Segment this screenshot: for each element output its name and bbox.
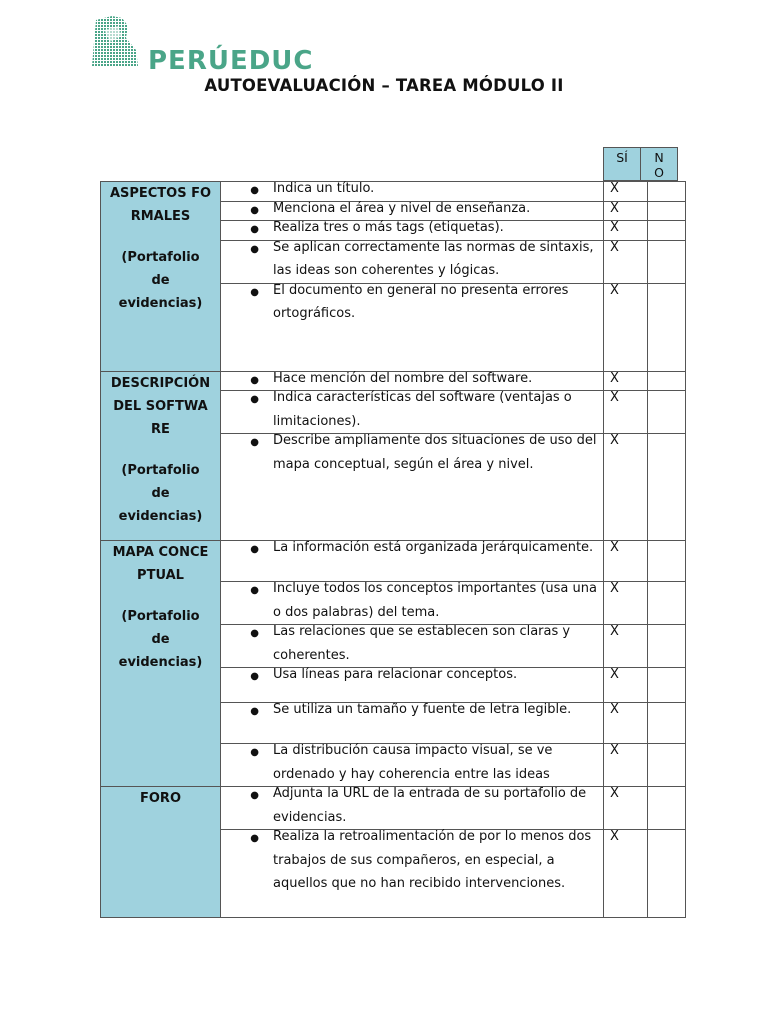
- mark-no[interactable]: [648, 221, 686, 241]
- mark-no[interactable]: [648, 371, 686, 391]
- criterion-text: Usa líneas para relacionar conceptos.: [273, 667, 518, 682]
- criterion-text: Realiza tres o más tags (etiquetas).: [273, 220, 504, 235]
- criterion-text: Las relaciones que se establecen son claras y coherentes.: [273, 624, 571, 663]
- bullet-icon: ●: [250, 706, 259, 717]
- mark-si[interactable]: X: [604, 434, 648, 541]
- bullet-icon: ●: [250, 747, 259, 758]
- mark-si[interactable]: X: [604, 625, 648, 668]
- mark-si[interactable]: X: [604, 668, 648, 703]
- criterion-text: Describe ampliamente dos situaciones de uso del mapa conceptual, según el área y nivel.: [273, 433, 597, 472]
- category-label: DESCRIPCIÓN DEL SOFTWARE: [110, 375, 211, 437]
- column-header-no: N O: [640, 147, 678, 181]
- mark-si[interactable]: X: [604, 283, 648, 371]
- category-sublabel: (Portafolio de evidencias): [118, 250, 203, 311]
- category-sublabel: (Portafolio de evidencias): [118, 462, 203, 524]
- criterion-text: Se utiliza un tamaño y fuente de letra legible.: [273, 702, 572, 717]
- mark-no[interactable]: [648, 744, 686, 787]
- criterion-cell: [221, 541, 604, 582]
- table-row: [101, 787, 686, 830]
- mark-no[interactable]: [648, 541, 686, 582]
- column-header-si: SÍ: [603, 147, 641, 181]
- mark-si[interactable]: X: [604, 787, 648, 830]
- category-label: MAPA CONCEPTUAL: [112, 545, 209, 583]
- criterion-text: Hace mención del nombre del software.: [273, 370, 533, 386]
- criterion-text: El documento en general no presenta errores ortográficos.: [273, 282, 569, 321]
- criterion-text: Indica un título.: [273, 181, 375, 196]
- criterion-text: La información está organizada jerárquicamente.: [273, 540, 594, 555]
- criterion-text: Se aplican correctamente las normas de sintaxis, las ideas son coherentes y lógicas.: [273, 239, 594, 278]
- category-cell: [101, 371, 221, 541]
- criterion-text: Menciona el área y nivel de enseñanza.: [273, 200, 531, 216]
- criterion-cell: [221, 703, 604, 744]
- criterion-cell: [221, 434, 604, 541]
- criterion-text: Adjunta la URL de la entrada de su portafolio de evidencias.: [273, 786, 587, 825]
- logo-text: PERÚEDUC: [148, 46, 314, 76]
- mark-no[interactable]: [648, 201, 686, 221]
- criterion-cell: [221, 787, 604, 830]
- bullet-icon: ●: [250, 790, 259, 801]
- bullet-icon: ●: [250, 243, 259, 255]
- category-sublabel: (Portafolio de evidencias): [118, 609, 203, 670]
- mark-no[interactable]: [648, 582, 686, 625]
- criterion-cell: [221, 283, 604, 371]
- category-cell: [101, 541, 221, 787]
- criterion-cell: [221, 830, 604, 918]
- category-label: ASPECTOS FORMALES: [109, 186, 212, 224]
- mark-si[interactable]: X: [604, 391, 648, 434]
- mark-si[interactable]: X: [604, 830, 648, 918]
- evaluation-table: [100, 181, 686, 918]
- criterion-text: Realiza la retroalimentación de por lo menos dos trabajos de sus compañeros, en especial, a aquellos que no han recibido intervenciones.: [273, 829, 592, 891]
- mark-si[interactable]: X: [604, 201, 648, 221]
- bullet-icon: ●: [250, 628, 259, 639]
- mark-no[interactable]: [648, 703, 686, 744]
- mark-no[interactable]: [648, 182, 686, 202]
- mark-no[interactable]: [648, 625, 686, 668]
- bullet-icon: ●: [250, 204, 259, 216]
- bullet-icon: ●: [250, 286, 259, 298]
- mark-si[interactable]: X: [604, 703, 648, 744]
- criterion-cell: [221, 391, 604, 434]
- criterion-cell: [221, 240, 604, 283]
- bullet-icon: ●: [250, 374, 259, 386]
- criterion-cell: [221, 582, 604, 625]
- bullet-icon: ●: [250, 671, 259, 682]
- bullet-icon: ●: [250, 544, 259, 555]
- mark-si[interactable]: X: [604, 240, 648, 283]
- criterion-cell: [221, 625, 604, 668]
- mark-si[interactable]: X: [604, 541, 648, 582]
- bullet-icon: ●: [250, 585, 259, 596]
- mark-no[interactable]: [648, 434, 686, 541]
- mark-no[interactable]: [648, 283, 686, 371]
- mark-no[interactable]: [648, 391, 686, 434]
- mark-si[interactable]: X: [604, 221, 648, 241]
- category-cell: [101, 182, 221, 372]
- bullet-icon: ●: [250, 437, 259, 448]
- peru-map-icon: [92, 16, 148, 66]
- category-label: FORO: [140, 791, 181, 806]
- mark-no[interactable]: [648, 830, 686, 918]
- bullet-icon: ●: [250, 833, 259, 844]
- mark-si[interactable]: X: [604, 182, 648, 202]
- bullet-icon: ●: [250, 224, 259, 235]
- criterion-text: La distribución causa impacto visual, se ve ordenado y hay coherencia entre las ideas: [273, 743, 553, 782]
- mark-si[interactable]: X: [604, 582, 648, 625]
- mark-si[interactable]: X: [604, 744, 648, 787]
- criterion-text: Indica características del software (ventajas o limitaciones).: [273, 390, 572, 429]
- criterion-text: Incluye todos los conceptos importantes (usa una o dos palabras) del tema.: [273, 581, 597, 620]
- bullet-icon: ●: [250, 185, 259, 196]
- mark-si[interactable]: X: [604, 371, 648, 391]
- mark-no[interactable]: [648, 787, 686, 830]
- mark-no[interactable]: [648, 668, 686, 703]
- bullet-icon: ●: [250, 394, 259, 405]
- page-title: AUTOEVALUACIÓN – TAREA MÓDULO II: [204, 76, 564, 95]
- criterion-cell: [221, 744, 604, 787]
- category-cell: [101, 787, 221, 918]
- mark-no[interactable]: [648, 240, 686, 283]
- table-row: [101, 541, 686, 582]
- logo: [92, 16, 314, 76]
